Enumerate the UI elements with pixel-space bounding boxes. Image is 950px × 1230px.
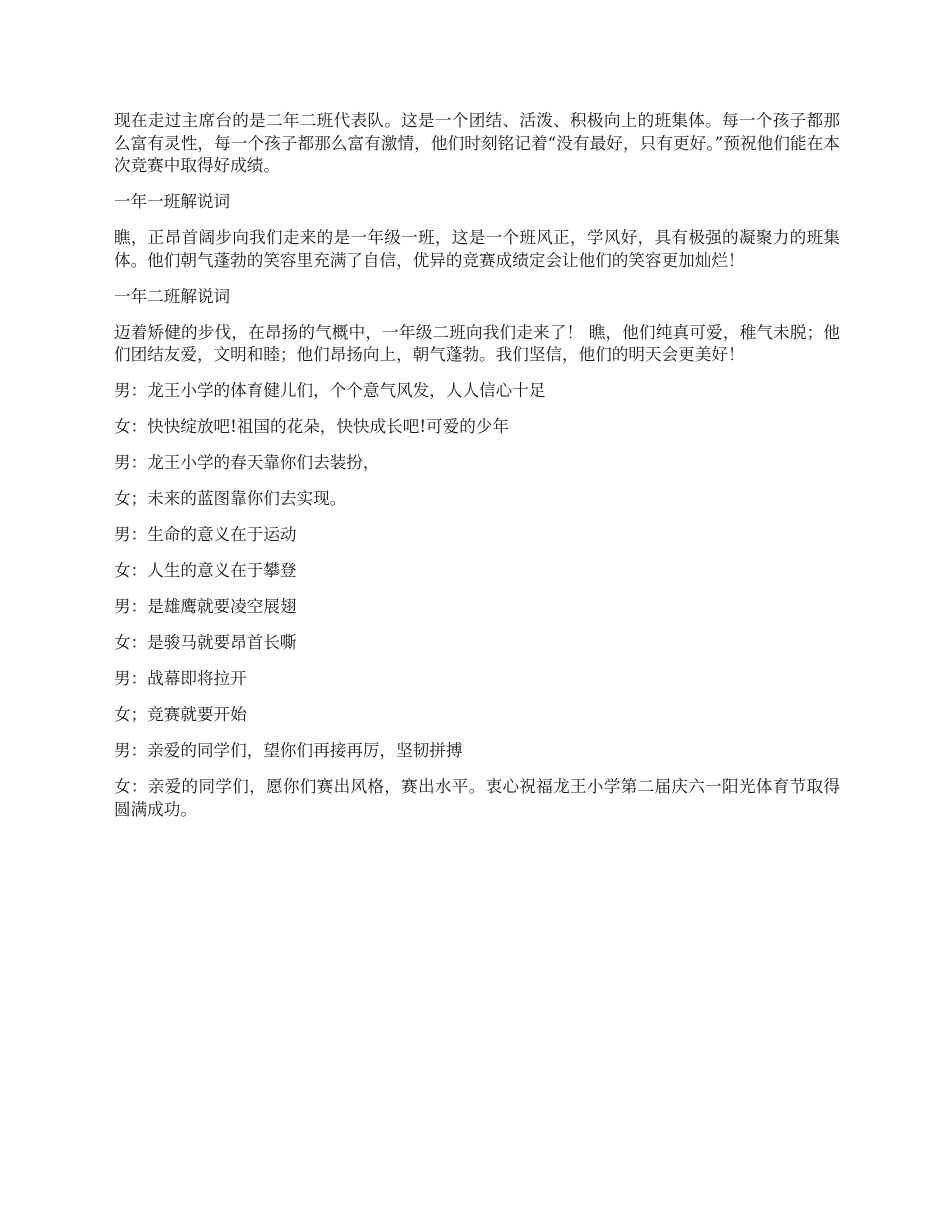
dialogue-line: 女：快快绽放吧!祖国的花朵，快快成长吧!可爱的少年 — [114, 417, 509, 436]
dialogue-line: 男：亲爱的同学们，望你们再接再厉，坚韧拼搏 — [114, 741, 463, 760]
dialogue-line: 女：人生的意义在于攀登 — [114, 561, 297, 580]
dialogue-line: 男：龙王小学的体育健儿们，个个意气风发，人人信心十足 — [114, 381, 546, 400]
dialogue-line: 女；竞赛就要开始 — [114, 705, 247, 724]
dialogue-line: 男：龙王小学的春天靠你们去装扮， — [114, 453, 380, 472]
dialogue-line: 女：是骏马就要昂首长嘶 — [114, 633, 297, 652]
dialogue-line: 女；未来的蓝图靠你们去实现。 — [114, 489, 347, 508]
heading-class-1-1: 一年一班解说词 — [114, 192, 231, 211]
closing-line: 女：亲爱的同学们，愿你们赛出风格，赛出水平。衷心祝福龙王小学第二届庆六一阳光体育节取得圆满成功。 — [114, 777, 840, 819]
heading-class-1-2: 一年二班解说词 — [114, 286, 231, 306]
dialogue-line: 男：生命的意义在于运动 — [114, 525, 297, 544]
paragraph-class-2-2-intro: 现在走过主席台的是二年二班代表队。这是一个团结、活泼、积极向上的班集体。每一个孩子都那么富有灵性，每一个孩子都那么富有激情，他们时刻铭记着“没有最好，只有更好。”预祝他们能在本次竞赛中取得好成绩。 — [114, 111, 840, 175]
dialogue-line: 男：战幕即将拉开 — [114, 669, 247, 688]
document-body — [114, 110, 840, 835]
paragraph-class-1-1: 瞧，正昂首阔步向我们走来的是一年级一班，这是一个班风正，学风好，具有极强的凝聚力的班集体。他们朝气蓬勃的笑容里充满了自信，优异的竞赛成绩定会让他们的笑容更加灿烂！ — [114, 228, 840, 270]
paragraph-class-1-2: 迈着矫健的步伐，在昂扬的气概中，一年级二班向我们走来了！ 瞧，他们纯真可爱，稚气未脱；他们团结友爱，文明和睦；他们昂扬向上，朝气蓬勃。我们坚信，他们的明天会更美好！ — [114, 322, 840, 364]
dialogue-line: 男：是雄鹰就要凌空展翅 — [114, 597, 297, 616]
